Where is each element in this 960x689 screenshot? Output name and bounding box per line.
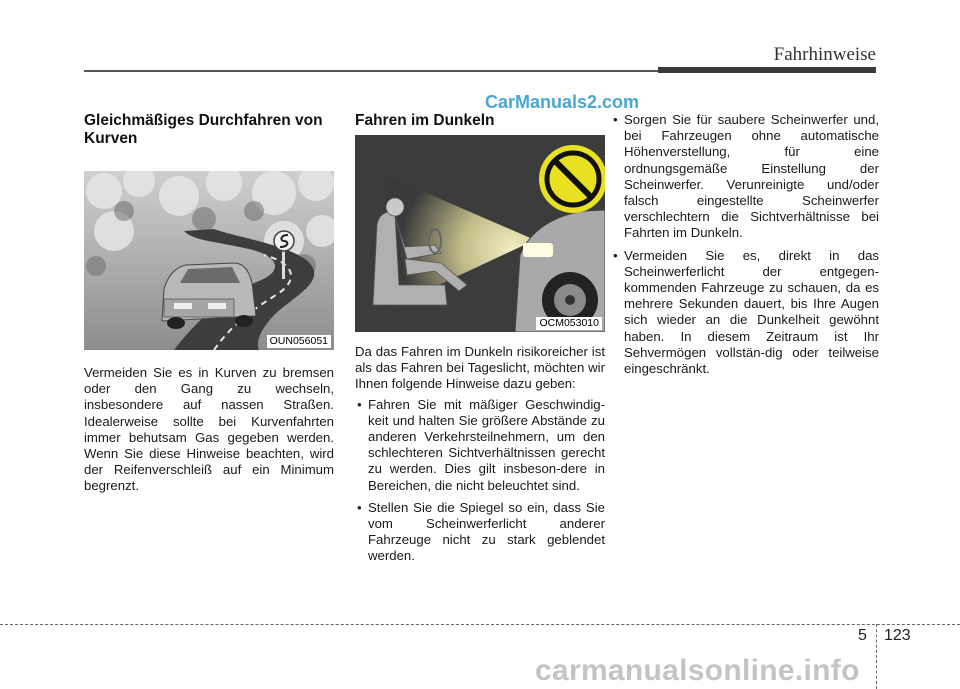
figure-curve-road xyxy=(84,171,334,350)
prohibition-sign xyxy=(539,145,605,213)
header-rule xyxy=(84,70,658,72)
list-item: • Vermeiden Sie es, direkt in das Scheinwerferlicht der entgegen-kommenden Fahrzeuge zu schauen, da es mehrere Sekunden dauert, bis Ihre Augen sich wieder an die Dunkelheit gewöhnt haben. In diesem Zeitraum ist Ihr Sehvermögen vollstän-dig oder teilweise eingeschränkt. xyxy=(611,248,879,378)
section-title: Fahrhinweise xyxy=(773,44,876,65)
figure-code: OCM053010 xyxy=(536,317,602,330)
list-item: • Stellen Sie die Spiegel so ein, dass Sie vom Scheinwerferlicht anderer Fahrzeuge nicht zu stark geblendet werden. xyxy=(355,500,605,565)
heading-night-driving: Fahren im Dunkeln xyxy=(355,112,495,129)
intro-night-driving: Da das Fahren im Dunkeln risikoreicher ist als das Fahren bei Tageslicht, möchten wir Ihnen folgende Hinweise dazu geben: xyxy=(355,344,605,392)
curve-road-illustration xyxy=(84,171,334,350)
figure-code: OUN056051 xyxy=(267,335,331,348)
watermark-top[interactable]: CarManuals2.com xyxy=(485,92,640,112)
body-curves: Vermeiden Sie es in Kurven zu bremsen oder den Gang zu wechseln, insbesondere auf nassen Straßen. Idealerweise sollte bei Kurvenfahrten immer behutsam Gas gegeben werden. Wenn Sie diese Hinweise beachten, wird der Reifenverschleiß auf ein Minimum begrenzt. xyxy=(84,365,334,494)
chapter-number: 5 xyxy=(858,627,867,644)
column-night-driving xyxy=(355,112,605,571)
figure-night-glare xyxy=(355,135,605,332)
tips-list-continued xyxy=(611,112,879,377)
heading-curves: Gleichmäßiges Durchfahren von Kurven xyxy=(84,112,323,147)
footer-rule xyxy=(0,624,960,625)
column-curves xyxy=(84,112,334,495)
list-item: • Fahren Sie mit mäßiger Geschwindig-keit und halten Sie größere Abstände zu anderen Verkehrsteilnehmern, um den schlechteren Sichtverhältnissen gerecht zu werden. Dies gilt insbeson-dere in Bereichen, die nicht beleuchtet sind. xyxy=(355,397,605,494)
header-rule-accent xyxy=(658,67,876,73)
tips-list xyxy=(355,397,605,565)
column-headlights xyxy=(611,112,879,383)
watermark-bottom[interactable]: carmanualsonline.info xyxy=(535,654,860,687)
night-glare-illustration xyxy=(355,135,605,332)
page-number-divider xyxy=(876,624,877,689)
list-item: • Sorgen Sie für saubere Scheinwerfer und, bei Fahrzeugen ohne automatische Höhenverstellung, für eine ordnungsgemäße Einstellung der Scheinwerfer. Verunreinigte und/oder falsch eingestellte Scheinwerfer verschlechtern die Sichtverhältnisse bei Fahrten im Dunkeln. xyxy=(611,112,879,242)
page-number: 123 xyxy=(884,627,911,644)
